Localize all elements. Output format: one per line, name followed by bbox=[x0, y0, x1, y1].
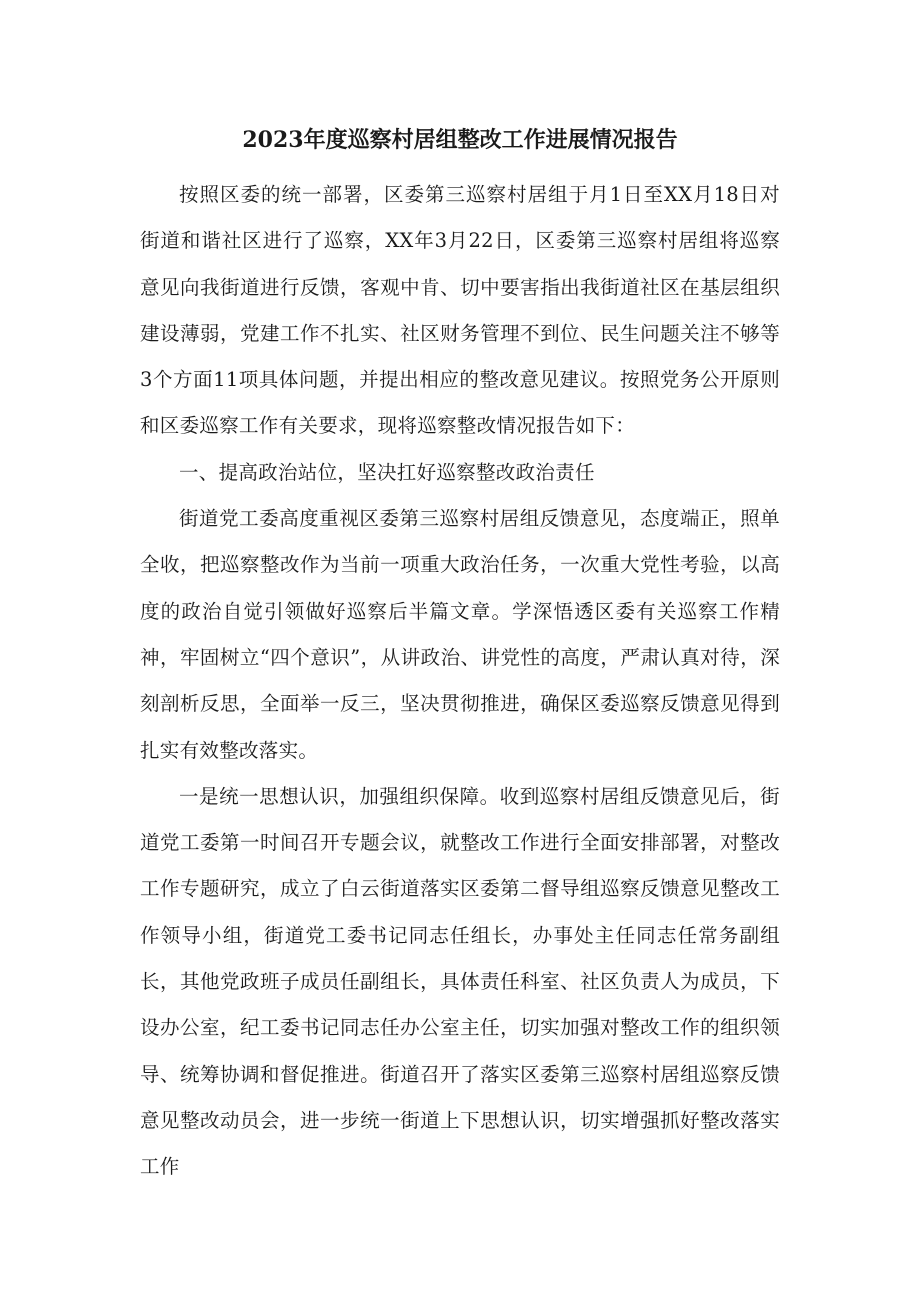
document-title: 2023年度巡察村居组整改工作进展情况报告 bbox=[242, 127, 678, 153]
body-paragraph: 街道党工委高度重视区委第三巡察村居组反馈意见，态度端正，照单全收，把巡察整改作为当前一项重大政治任务，一次重大党性考验，以高度的政治自觉引领做好巡察后半篇文章。学深悟透区委有关巡察工作精神，牢固树立“四个意识”，从讲政治、讲党性的高度，严肃认真对待，深刻剖析反思，全面举一反三，坚决贯彻推进，确保区委巡察反馈意见得到扎实有效整改落实。 bbox=[140, 507, 780, 762]
section-heading-1: 一、提高政治站位，坚决扛好巡察整改政治责任 bbox=[179, 460, 595, 484]
intro-paragraph: 按照区委的统一部署，区委第三巡察村居组于月1日至XX月18日对街道和谐社区进行了巡察，XX年3月22日，区委第三巡察村居组将巡察意见向我街道进行反馈，客观中肯、切中要害指出我街道社区在基层组织建设薄弱，党建工作不扎实、社区财务管理不到位、民生问题关注不够等3个方面11项具体问题，并提出相应的整改意见建议。按照党务公开原则和区委巡察工作有关要求，现将巡察整改情况报告如下： bbox=[140, 183, 780, 438]
document-page bbox=[140, 108, 780, 1191]
body-paragraph: 一是统一思想认识，加强组织保障。收到巡察村居组反馈意见后，街道党工委第一时间召开专题会议，就整改工作进行全面安排部署，对整改工作专题研究，成立了白云街道落实区委第二督导组巡察反馈意见整改工作领导小组，街道党工委书记同志任组长，办事处主任同志任常务副组长，其他党政班子成员任副组长，具体责任科室、社区负责人为成员，下设办公室，纪工委书记同志任办公室主任，切实加强对整改工作的组织领导、统筹协调和督促推进。街道召开了落实区委第三巡察村居组巡察反馈意见整改动员会，进一步统一街道上下思想认识，切实增强抓好整改落实工作 bbox=[140, 784, 780, 1179]
